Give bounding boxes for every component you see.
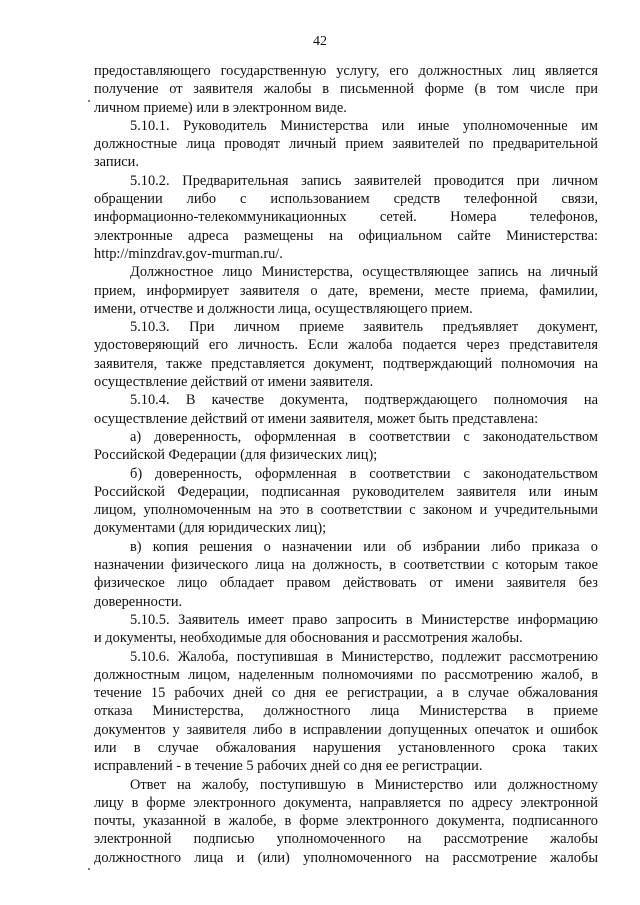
text-line: физическое лицо обладает правом действовать от имени заявителя без: [94, 575, 598, 592]
text-line: б) доверенность, оформленная в соответствии с законодательством: [130, 465, 598, 482]
text-line: электронные адреса размещены на официальном сайте Министерства:: [94, 227, 598, 244]
text-line: удостоверяющий его личность. Если жалоба подается через представителя: [94, 337, 598, 354]
text-line: Российской Федерации (для физических лиц);: [94, 447, 378, 464]
text-line: назначении физического лица на должность, в соответствии с которым такое: [94, 557, 598, 574]
text-line: и документы, необходимые для обоснования и рассмотрения жалобы.: [94, 630, 523, 647]
text-line: личном приеме) или в электронном виде.: [94, 99, 347, 116]
text-line: получение от заявителя жалобы в письменной форме (в том числе при: [94, 81, 598, 98]
text-line: Должностное лицо Министерства, осуществляющее запись на личный: [130, 264, 598, 281]
scan-speck: [88, 868, 90, 870]
text-line: Российской Федерации, подписанная руководителем заявителя или иным: [94, 483, 598, 500]
text-line: 5.10.2. Предварительная запись заявителей проводится при личном: [130, 172, 598, 189]
text-line: лицу в форме электронного документа, направляется по адресу электронной: [94, 794, 598, 811]
text-line: информационно-телекоммуникационных сетей. Номера телефонов,: [94, 209, 598, 226]
text-line: предоставляющего государственную услугу, его должностных лиц является: [94, 63, 598, 79]
text-line: обращении либо с использованием средств телефонной связи,: [94, 191, 598, 208]
text-line: прием, информирует заявителя о дате, времени, месте приема, фамилии,: [94, 282, 598, 299]
text-line: а) доверенность, оформленная в соответствии с законодательством: [130, 428, 598, 445]
text-line: документов у заявителя либо в исправлении допущенных опечаток и ошибок: [94, 721, 598, 738]
page-number: 42: [313, 34, 327, 49]
text-line: осуществление действий от имени заявителя.: [94, 374, 374, 391]
text-line: доверенности.: [94, 593, 183, 610]
text-line: 5.10.1. Руководитель Министерства или иные уполномоченные им: [130, 117, 598, 134]
text-line: 5.10.3. При личном приеме заявитель предъявляет документ,: [130, 319, 598, 336]
text-line: исправлений - в течение 5 рабочих дней со дня ее регистрации.: [94, 758, 483, 775]
text-line: почты, указанной в жалобе, в форме электронного документа, подписанного: [94, 813, 598, 830]
text-line: 5.10.6. Жалоба, поступившая в Министерство, подлежит рассмотрению: [130, 648, 598, 665]
text-line: отказа Министерства, должностного лица Министерства в приеме: [94, 703, 598, 720]
text-line: течение 15 рабочих дней со дня ее регистрации, а в случае обжалования: [94, 685, 598, 702]
text-line: осуществление действий от имени заявителя, может быть представлена:: [94, 410, 539, 427]
text-line: должностным лицом, наделенным полномочиями по рассмотрению жалоб, в: [94, 666, 598, 683]
text-line: электронной подписью уполномоченного на рассмотрение жалобы: [94, 831, 598, 848]
text-line: 5.10.4. В качестве документа, подтверждающего полномочия на: [130, 392, 598, 409]
text-line: или в случае обжалования нарушения установленного срока таких: [94, 739, 598, 756]
text-line: записи.: [94, 154, 139, 171]
text-line: заявителя, также представляется документ, подтверждающий полномочия на: [94, 355, 598, 372]
text-line: 5.10.5. Заявитель имеет право запросить в Министерстве информацию: [130, 611, 598, 628]
scan-speck: [88, 100, 90, 102]
text-line: документами (для юридических лиц);: [94, 520, 327, 537]
document-body: [94, 62, 598, 867]
text-line: лицом, уполномоченным на это в соответствии с законом и учредительными: [94, 502, 598, 519]
text-line: имени, отчестве и должности лица, осуществляющего прием.: [94, 300, 473, 317]
text-line: в) копия решения о назначении или об избрании либо приказа о: [130, 538, 598, 555]
text-line: Ответ на жалобу, поступившую в Министерство или должностному: [130, 776, 598, 793]
text-line: должностного лица и (или) уполномоченного на рассмотрение жалобы: [94, 849, 598, 866]
text-line: http://minzdrav.gov-murman.ru/.: [94, 245, 283, 262]
text-line: должностные лица проводят личный прием заявителей по предварительной: [94, 136, 598, 153]
